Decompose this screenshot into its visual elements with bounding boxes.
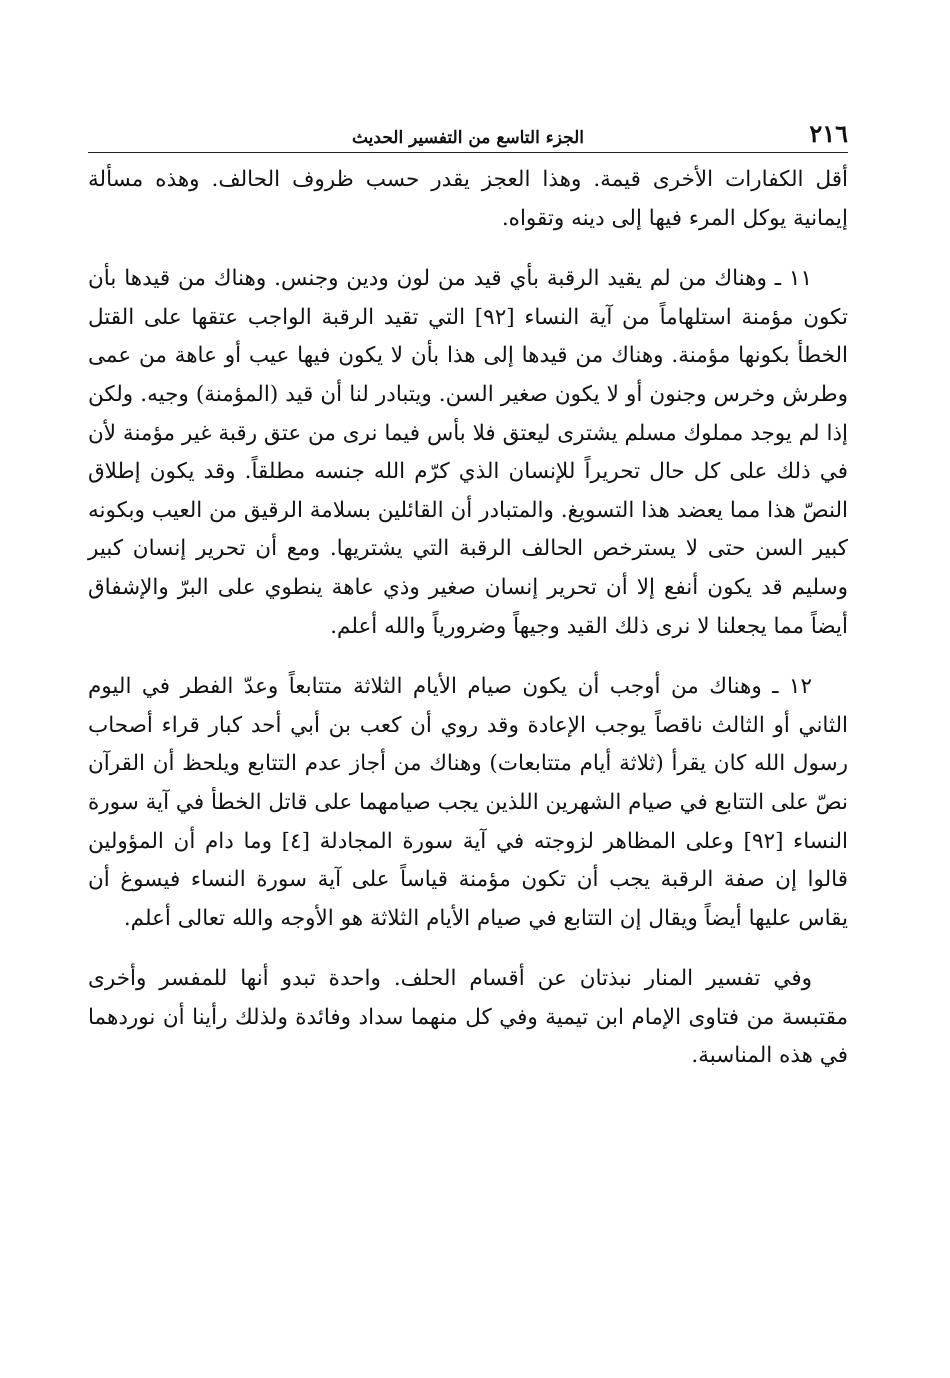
page-number: ٢١٦: [809, 119, 848, 148]
running-title: الجزء التاسع من التفسير الحديث: [351, 128, 584, 148]
paragraph-item-12: ١٢ ـ وهناك من أوجب أن يكون صيام الأيام الثلاثة متتابعاً وعدّ الفطر في اليوم الثاني أو الثالث ناقصاً يوجب الإعادة وقد روي أن كعب بن أبي أحد كبار قراء أصحاب رسول الله كان يقرأ (ثلاثة أيام متتابعات) وهناك من أجاز عدم التتابع ويلحظ أن القرآن نصّ على التتابع في صيام الشهرين اللذين يجب صيامهما على قاتل الخطأ في آية سورة النساء [٩٢] وعلى المظاهر لزوجته في آية سورة المجادلة [٤] وما دام أن المؤولين قالوا إن صفة الرقبة يجب أن تكون مؤمنة قياساً على آية سورة النساء فيسوغ أن يقاس عليها أيضاً ويقال إن التتابع في صيام الأيام الثلاثة هو الأوجه والله تعالى أعلم.: [88, 674, 848, 931]
paragraph-al-manar: وفي تفسير المنار نبذتان عن أقسام الحلف. واحدة تبدو أنها للمفسر وأخرى مقتبسة من فتاوى الإمام ابن تيمية وفي كل منهما سداد وفائدة ولذلك رأينا أن نوردهما في هذه المناسبة.: [88, 966, 848, 1069]
book-page: [88, 108, 848, 1076]
paragraph-item-11: ١١ ـ وهناك من لم يقيد الرقبة بأي قيد من لون ودين وجنس. وهناك من قيدها بأن تكون مؤمنة استلهاماً من آية النساء [٩٢] التي تقيد الرقبة الواجب عتقها على القتل الخطأ بكونها مؤمنة. وهناك من قيدها إلى هذا بأن لا يكون فيها عيب أو عاهة من عمى وطرش وخرس وجنون أو لا يكون صغير السن. ويتبادر لنا أن قيد (المؤمنة) وجيه. ولكن إذا لم يوجد مملوك مسلم يشترى ليعتق فلا بأس فيما نرى من عتق رقبة غير مؤمنة لأن في ذلك على كل حال تحريراً للإنسان الذي كرّم الله جنسه مطلقاً. وقد يكون إطلاق النصّ هذا مما يعضد هذا التسويغ. والمتبادر أن القائلين بسلامة الرقيق من العيب وبكونه كبير السن حتى لا يسترخص الحالف الرقبة التي يشتريها. ومع أن تحرير إنسان كبير وسليم قد يكون أنفع إلا أن تحرير إنسان صغير وذي عاهة ينطوي على البرّ والإشفاق أيضاً مما يجعلنا لا نرى ذلك القيد وجيهاً وضرورياً والله أعلم.: [88, 266, 848, 639]
body-text: [88, 161, 848, 1076]
paragraph-continuation: أقل الكفارات الأخرى قيمة. وهذا العجز يقدر حسب ظروف الحالف. وهذه مسألة إيمانية يوكل المرء فيها إلى دينه وتقواه.: [88, 167, 848, 231]
running-header: [88, 108, 848, 153]
